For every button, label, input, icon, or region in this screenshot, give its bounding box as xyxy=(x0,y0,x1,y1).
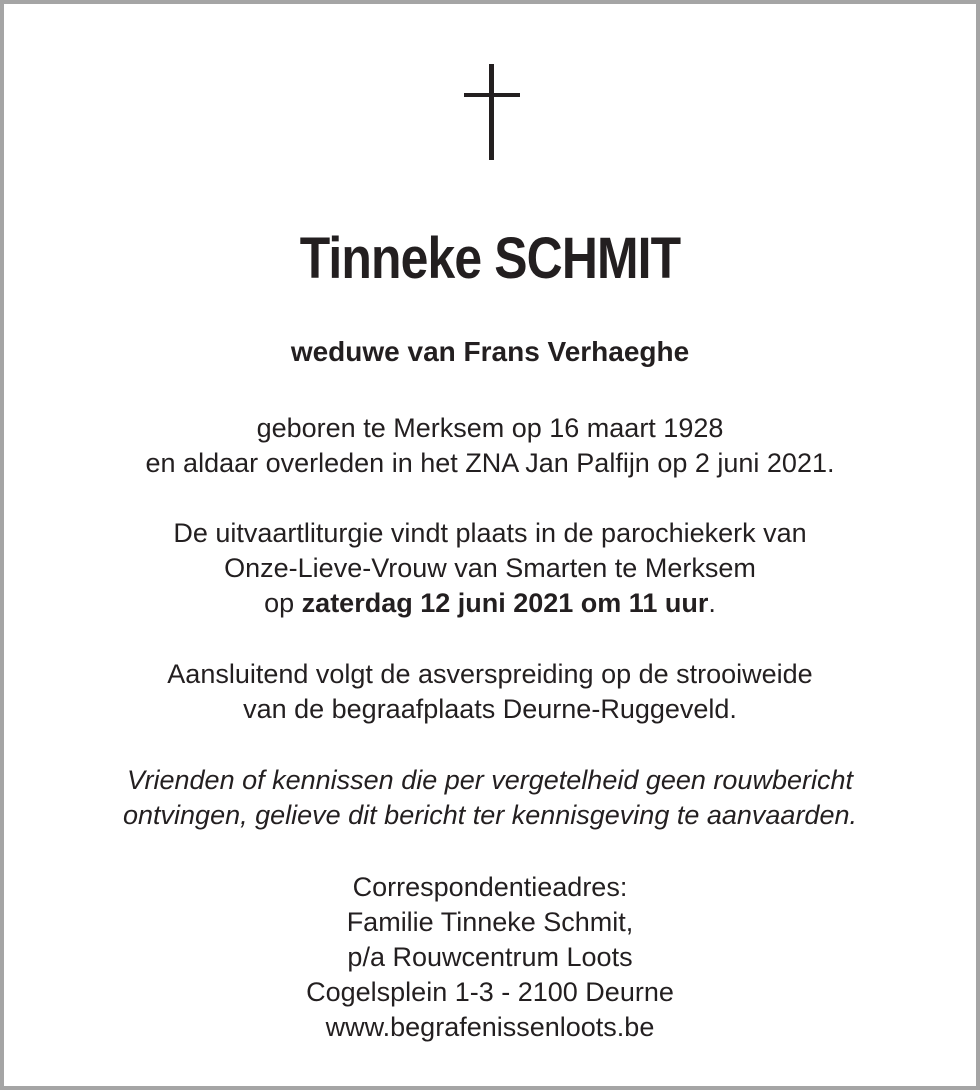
funeral-line-2: Onze-Lieve-Vrouw van Smarten te Merksem xyxy=(224,553,756,583)
friends-note-block xyxy=(4,763,976,833)
funeral-date-suffix: . xyxy=(708,588,716,618)
funeral-date: zaterdag 12 juni 2021 om 11 uur xyxy=(301,588,709,618)
ashes-block xyxy=(4,657,976,727)
address-heading: Correspondentieadres: xyxy=(352,872,628,902)
death-line: en aldaar overleden in het ZNA Jan Palfijn op 2 juni 2021. xyxy=(145,448,835,478)
address-block xyxy=(4,870,976,1045)
address-line-1: Familie Tinneke Schmit, xyxy=(346,907,634,937)
funeral-date-prefix: op xyxy=(264,588,302,618)
latin-cross-icon xyxy=(464,64,520,160)
widow-of-line: weduwe van Frans Verhaeghe xyxy=(290,336,690,367)
friends-note-line-2: ontvingen, gelieve dit bericht ter kennisgeving te aanvaarden. xyxy=(123,800,857,830)
funeral-line-1: De uitvaartliturgie vindt plaats in de parochiekerk van xyxy=(173,518,807,548)
address-line-3: Cogelsplein 1-3 - 2100 Deurne xyxy=(306,977,674,1007)
funeral-date-line xyxy=(4,586,976,621)
birth-death-block xyxy=(4,411,976,481)
ashes-line-2: van de begraafplaats Deurne-Ruggeveld. xyxy=(243,694,737,724)
funeral-block xyxy=(4,516,976,621)
ashes-line-1: Aansluitend volgt de asverspreiding op de strooiweide xyxy=(167,659,813,689)
birth-line: geboren te Merksem op 16 maart 1928 xyxy=(256,413,724,443)
website-link[interactable]: www.begrafenissenloots.be xyxy=(325,1012,655,1042)
deceased-name: Tinneke SCHMIT xyxy=(299,226,681,291)
address-line-2: p/a Rouwcentrum Loots xyxy=(347,942,633,972)
friends-note-line-1: Vrienden of kennissen die per vergetelheid geen rouwbericht xyxy=(127,765,853,795)
